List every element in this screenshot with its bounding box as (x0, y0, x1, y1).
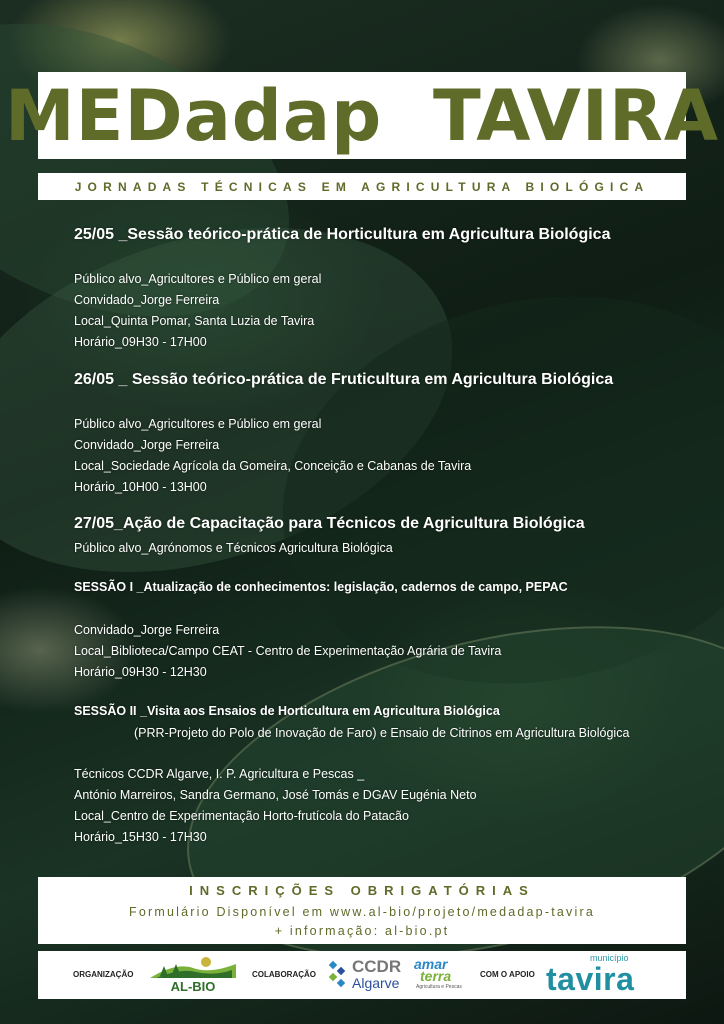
subtitle-banner (38, 173, 686, 200)
poster-title: MEDadap TAVIRA (4, 74, 720, 157)
day3-audience: Público alvo_Agrónomos e Técnicos Agricultura Biológica (74, 541, 393, 555)
session2-line: Local_Centro de Experimentação Horto-frutícola do Patacão (74, 809, 409, 823)
registration-banner (38, 877, 686, 944)
municipio-tavira-logo (546, 953, 656, 997)
registration-form-link[interactable]: Formulário Disponível em www.al-bio/projeto/medadap-tavira (129, 905, 595, 919)
session1-line: Local_Biblioteca/Campo CEAT - Centro de Experimentação Agrária de Tavira (74, 644, 502, 658)
session1-line: Convidado_Jorge Ferreira (74, 623, 220, 637)
day2-heading: 26/05 _ Sessão teórico-prática de Fruticultura em Agricultura Biológica (74, 371, 614, 388)
registration-title: INSCRIÇÕES OBRIGATÓRIAS (189, 883, 535, 898)
title-banner (4, 72, 720, 159)
municipio-text: município (590, 953, 629, 963)
day1-line: Convidado_Jorge Ferreira (74, 293, 220, 307)
session1-heading: SESSÃO I _Atualização de conhecimentos: legislação, cadernos de campo, PEPAC (74, 580, 568, 594)
ccdr-text: CCDR (352, 957, 402, 976)
session1-line: Horário_09H30 - 12H30 (74, 665, 207, 679)
session2-line: Horário_15H30 - 17H30 (74, 830, 207, 844)
day3-heading: 27/05_Ação de Capacitação para Técnicos de Agricultura Biológica (74, 515, 585, 532)
organizacao-label: ORGANIZAÇÃO (73, 970, 134, 979)
ccdr-mark-icon (328, 960, 350, 990)
albio-landscape-icon (146, 954, 240, 982)
amar-text: amar (414, 956, 448, 972)
ccdr-algarve-logo (328, 957, 404, 993)
colaboracao-label: COLABORAÇÃO (252, 970, 316, 979)
amar-terra-tagline: Agricultura e Pescas (416, 984, 462, 990)
day2-line: Local_Sociedade Agrícola da Gomeira, Conceição e Cabanas de Tavira (74, 459, 472, 473)
terra-text: terra (420, 968, 452, 984)
tavira-wordmark: tavira (546, 961, 635, 997)
albio-wordmark: AL-BIO (170, 979, 216, 994)
amar-terra-logo (412, 956, 464, 994)
registration-info-link[interactable]: + informação: al-bio.pt (274, 924, 450, 938)
day1-line: Local_Quinta Pomar, Santa Luzia de Tavira (74, 314, 315, 328)
session2-line: Técnicos CCDR Algarve, I. P. Agricultura e Pescas _ (74, 767, 365, 781)
day1-heading: 25/05 _Sessão teórico-prática de Horticultura em Agricultura Biológica (74, 226, 611, 243)
session2-line: António Marreiros, Sandra Germano, José Tomás e DGAV Eugénia Neto (74, 788, 477, 802)
albio-logo (146, 954, 240, 996)
day1-line: Horário_09H30 - 17H00 (74, 335, 207, 349)
session2-heading: SESSÃO II _Visita aos Ensaios de Horticultura em Agricultura Biológica (74, 704, 500, 718)
day2-line: Horário_10H00 - 13H00 (74, 480, 207, 494)
poster-subtitle: JORNADAS TÉCNICAS EM AGRICULTURA BIOLÓGICA (74, 179, 650, 194)
day2-line: Convidado_Jorge Ferreira (74, 438, 220, 452)
ccdr-region-text: Algarve (352, 975, 400, 991)
session2-subheading: (PRR-Projeto do Polo de Inovação de Faro) e Ensaio de Citrinos em Agricultura Biológica (134, 726, 630, 740)
day1-line: Público alvo_Agricultores e Público em geral (74, 272, 322, 286)
day2-line: Público alvo_Agricultores e Público em geral (74, 417, 322, 431)
logo-bar (38, 951, 686, 999)
apoio-label: COM O APOIO (480, 970, 535, 979)
